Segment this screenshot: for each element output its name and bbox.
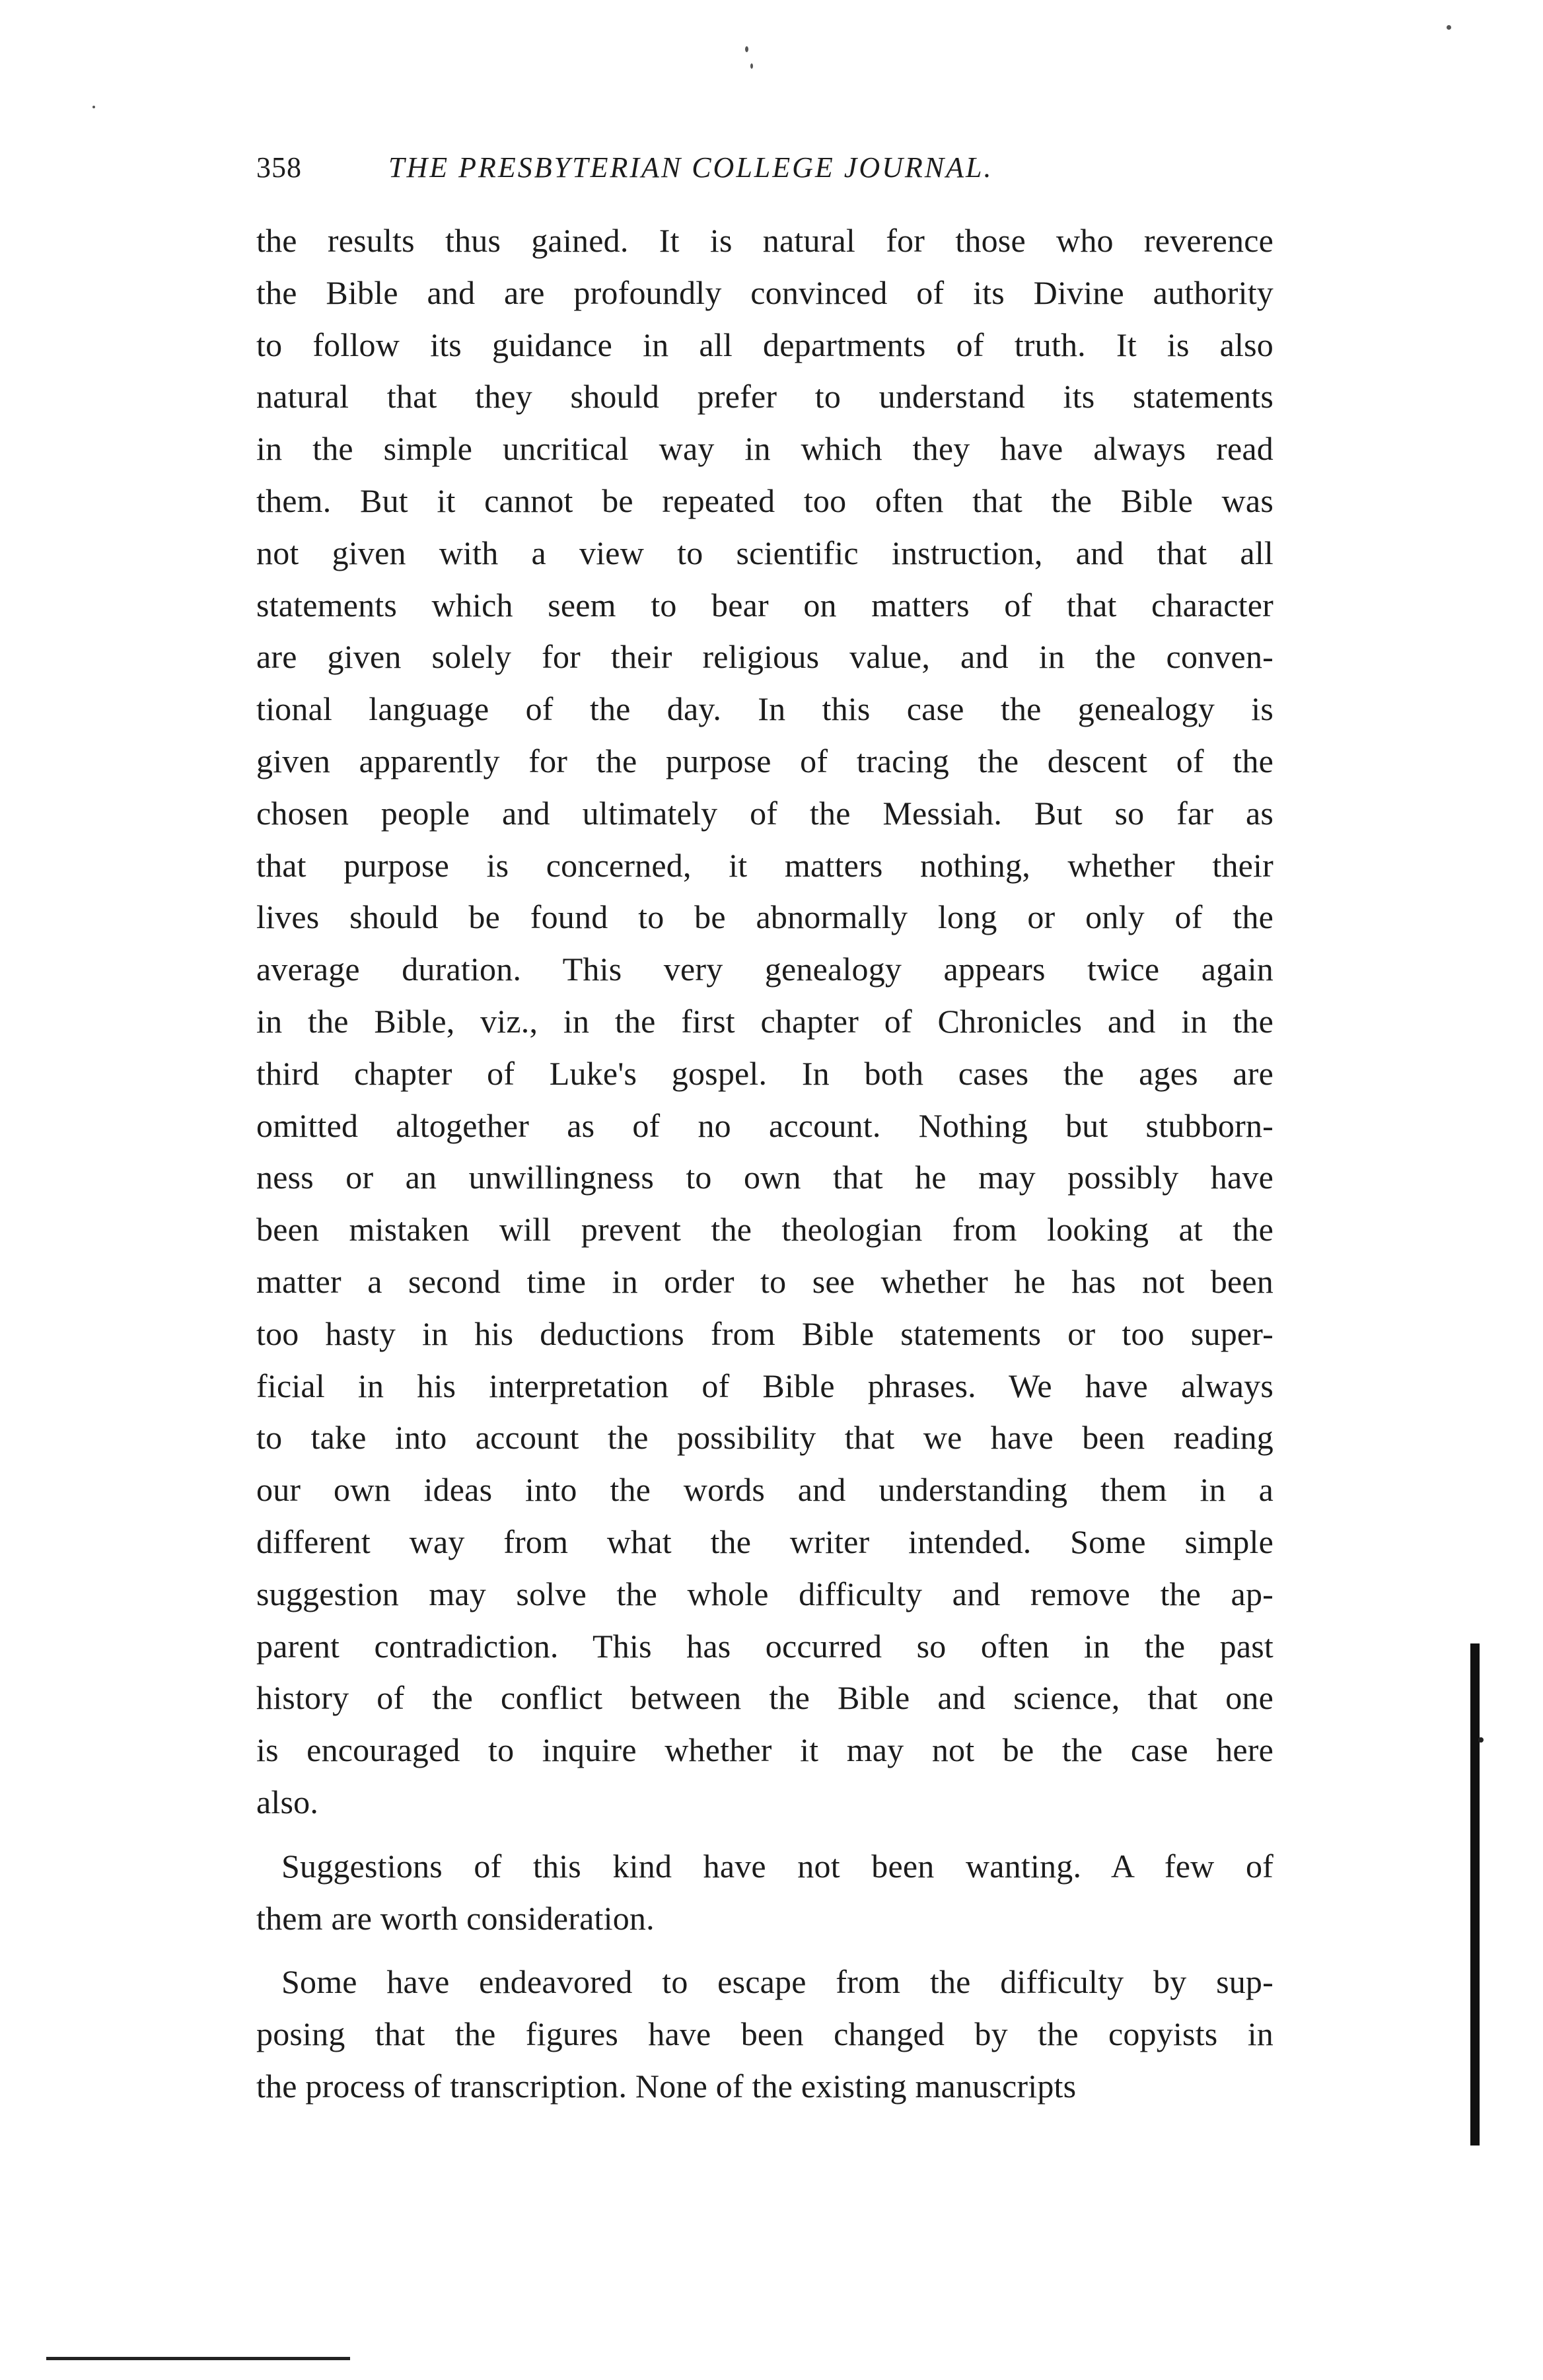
text-line: parent contradiction. This has occurred so often in the past [256,1627,1274,1665]
text-line: the results thus gained. It is natural for those who reverence [256,222,1274,259]
scan-speck [750,63,753,69]
running-header [256,151,1274,197]
text-line: different way from what the writer intended. Some simple [256,1523,1274,1560]
scan-speck [745,46,748,52]
text-line: the process of transcription. None of the existing manuscripts [256,2067,1077,2105]
text-line: history of the conflict between the Bible and science, that one [256,1679,1274,1717]
text-line: tional language of the day. In this case the genealogy is [256,690,1274,728]
text-line: suggestion may solve the whole difficulty and remove the ap- [256,1575,1274,1612]
text-line: lives should be found to be abnormally long or only of the [256,898,1274,936]
scan-bottom-rule [46,2357,350,2360]
text-line: been mistaken will prevent the theologian from looking at the [256,1211,1274,1248]
text-line: ness or an unwillingness to own that he may possibly have [256,1159,1274,1196]
text-line: also. [256,1783,319,1821]
text-line: omitted altogether as of no account. Nothing but stubborn- [256,1106,1274,1144]
text-line: Suggestions of this kind have not been wanting. A few of [281,1847,1274,1885]
text-line: natural that they should prefer to understand its statements [256,378,1274,415]
scan-speck [92,106,95,108]
text-line: third chapter of Luke's gospel. In both cases the ages are [256,1054,1274,1092]
text-line: to follow its guidance in all departments of truth. It is also [256,326,1274,363]
text-line: them. But it cannot be repeated too often that the Bible was [256,482,1274,519]
body-text [256,215,1274,2112]
text-line: are given solely for their religious value, and in the conven- [256,638,1274,676]
text-line: the Bible and are profoundly convinced of its Divine authority [256,273,1274,311]
text-line: chosen people and ultimately of the Messiah. But so far as [256,794,1274,832]
text-line: average duration. This very genealogy appears twice again [256,951,1274,988]
text-line: is encouraged to inquire whether it may not be the case here [256,1731,1274,1769]
text-line: posing that the figures have been changed by the copyists in [256,2015,1274,2053]
text-line: given apparently for the purpose of tracing the descent of the [256,742,1274,779]
page-number: 358 [256,151,302,184]
text-line: to take into account the possibility that we have been reading [256,1419,1274,1457]
text-line: too hasty in his deductions from Bible statements or too super- [256,1315,1274,1352]
text-line: in the simple uncritical way in which they have always read [256,430,1274,468]
scan-speck [1478,1737,1484,1743]
text-line: in the Bible, viz., in the first chapter of Chronicles and in the [256,1002,1274,1040]
paragraph [256,215,1274,1828]
text-line: that purpose is concerned, it matters nothing, whether their [256,846,1274,884]
text-line: not given with a view to scientific instruction, and that all [256,534,1274,571]
scan-speck [1447,25,1451,30]
paragraph [256,1840,1274,1945]
text-line: Some have endeavored to escape from the difficulty by sup- [281,1963,1274,2001]
text-line: ficial in his interpretation of Bible phrases. We have always [256,1367,1274,1404]
paragraph-gap [256,1944,1274,1956]
running-title: THE PRESBYTERIAN COLLEGE JOURNAL. [388,151,993,184]
scan-edge-mark [1470,1643,1480,2146]
paragraph-gap [256,1828,1274,1840]
text-line: statements which seem to bear on matters of that character [256,586,1274,624]
text-line: matter a second time in order to see whether he has not been [256,1262,1274,1300]
text-line: our own ideas into the words and understanding them in a [256,1471,1274,1509]
paragraph [256,1956,1274,2112]
text-line: them are worth consideration. [256,1899,655,1937]
